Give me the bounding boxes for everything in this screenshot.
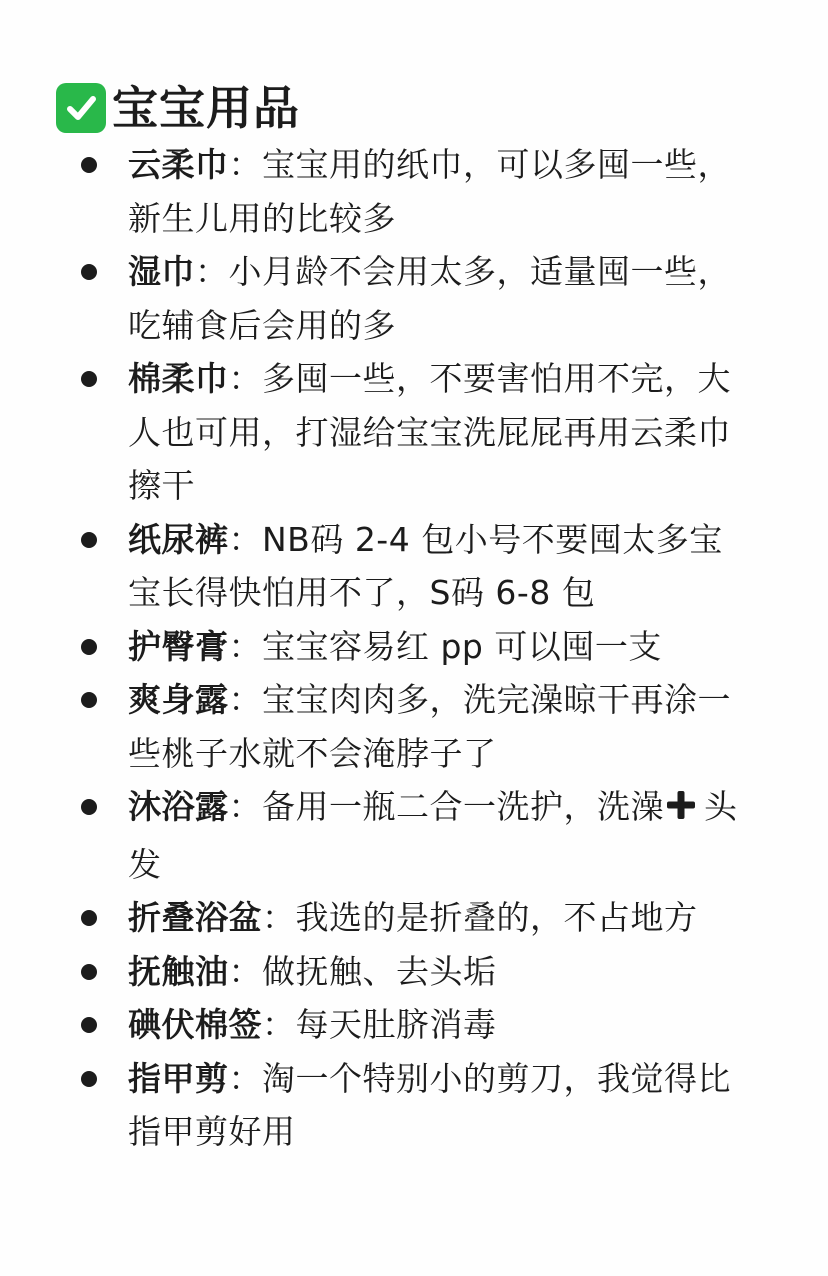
list-item (0, 891, 828, 945)
item-label: 折叠浴盆 (128, 898, 262, 937)
item-label: 棉柔巾 (128, 359, 229, 398)
item-label: 爽身露 (128, 680, 229, 719)
list-item (0, 945, 828, 999)
list-item (0, 245, 828, 352)
list-item (0, 513, 828, 620)
bullet-icon (81, 639, 97, 655)
check-mark-icon (56, 83, 106, 133)
item-text-continued: 头发 (128, 787, 738, 884)
item-text: 我选的是折叠的，不占地方 (295, 898, 698, 937)
list-item (0, 1052, 828, 1159)
bullet-icon (81, 264, 97, 280)
item-text: 小月龄不会用太多，适量囤一些，吃辅食后会用的多 (128, 252, 731, 345)
item-text: 淘一个特别小的剪刀，我觉得比指甲剪好用 (128, 1058, 731, 1151)
separator: ： (228, 626, 262, 666)
bullet-icon (81, 532, 97, 548)
plus-icon (664, 784, 698, 838)
list-item (0, 620, 828, 674)
bullet-icon (81, 157, 97, 173)
item-text: 宝宝容易红 pp 可以囤一支 (262, 626, 662, 666)
item-text: 宝宝用的纸巾，可以多囤一些，新生儿用的比较多 (128, 145, 731, 238)
separator: ： (228, 1058, 262, 1098)
item-label: 碘伏棉签 (128, 1005, 262, 1044)
item-text: 每天肚脐消毒 (295, 1005, 497, 1044)
list-item (0, 352, 828, 513)
item-label: 抚触油 (128, 951, 229, 991)
separator: ： (228, 951, 262, 991)
item-label: 沐浴露 (128, 787, 229, 826)
list-item (0, 673, 828, 780)
item-list (0, 138, 828, 1159)
separator: ： (228, 359, 262, 398)
item-text: NB码 2-4 包小号不要囤太多宝宝长得快怕用不了，S码 6-8 包 (128, 519, 723, 612)
item-text: 备用一瓶二合一洗护，洗澡 (262, 787, 664, 826)
item-label: 湿巾 (128, 252, 195, 291)
separator: ： (228, 145, 262, 184)
bullet-icon (81, 1017, 97, 1033)
bullet-icon (81, 964, 97, 980)
item-text: 多囤一些，不要害怕用不完，大人也可用，打湿给宝宝洗屁屁再用云柔巾擦干 (128, 359, 731, 505)
item-text: 做抚触、去头垢 (262, 951, 497, 991)
separator: ： (228, 519, 262, 559)
bullet-icon (81, 692, 97, 708)
separator: ： (195, 252, 229, 291)
title-row (56, 78, 300, 138)
list-item (0, 998, 828, 1052)
list-item (0, 138, 828, 245)
list-item (0, 780, 828, 891)
separator: ： (228, 787, 262, 826)
separator: ： (262, 898, 296, 937)
item-label: 纸尿裤 (128, 519, 229, 559)
bullet-icon (81, 799, 97, 815)
item-label: 指甲剪 (128, 1058, 229, 1098)
separator: ： (262, 1005, 296, 1044)
item-label: 护臀膏 (128, 626, 229, 666)
item-label: 云柔巾 (128, 145, 229, 184)
separator: ： (228, 680, 262, 719)
bullet-icon (81, 371, 97, 387)
page-title: 宝宝用品 (112, 81, 300, 135)
item-text: 宝宝肉肉多，洗完澡晾干再涂一些桃子水就不会淹脖子了 (128, 680, 731, 773)
bullet-icon (81, 910, 97, 926)
bullet-icon (81, 1071, 97, 1087)
